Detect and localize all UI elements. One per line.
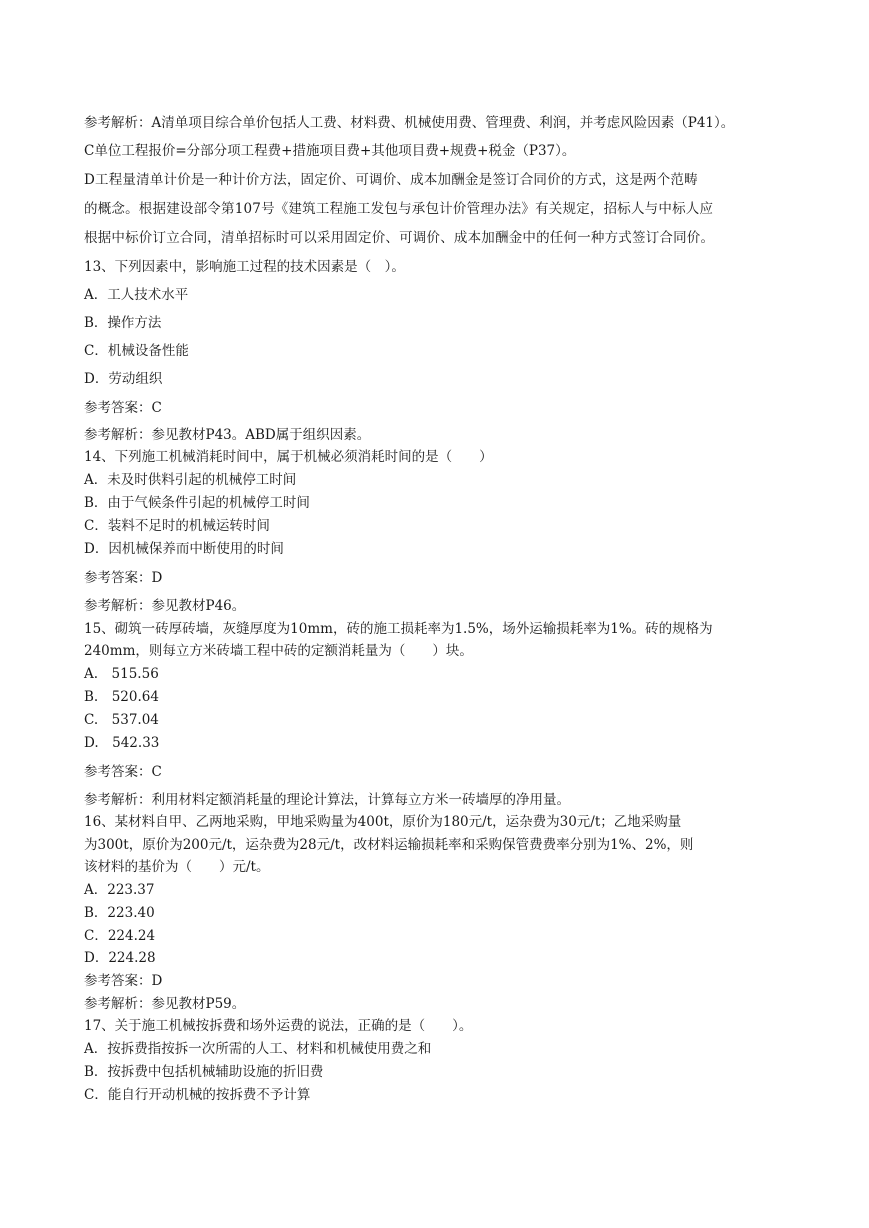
text-line: 参考解析：A清单项目综合单价包括人工费、材料费、机械使用费、管理费、利润，并考虑风险因素（P41）。 xyxy=(84,115,735,131)
option-a: A．按拆费指按拆一次所需的人工、材料和机械使用费之和 xyxy=(84,1041,432,1057)
option-c: C．224.24 xyxy=(84,928,156,944)
text-line: 的概念。根据建设部令第107号《建筑工程施工发包与承包计价管理办法》有关规定，招标人与中标人应 xyxy=(84,201,714,217)
question-16: 16、某材料自甲、乙两地采购，甲地采购量为400t，原价为180元/t，运杂费为30元/t；乙地采购量 xyxy=(84,814,682,830)
option-d: D．劳动组织 xyxy=(84,371,163,387)
question-16-cont: 该材料的基价为（ ）元/t。 xyxy=(84,859,270,875)
question-15: 15、砌筑一砖厚砖墙，灰缝厚度为10mm，砖的施工损耗率为1.5%，场外运输损耗率为1%。砖的规格为 xyxy=(84,621,713,637)
option-b: B．操作方法 xyxy=(84,315,162,331)
question-14: 14、下列施工机械消耗时间中，属于机械必须消耗时间的是（ ） xyxy=(84,449,493,465)
question-16-cont: 为300t，原价为200元/t，运杂费为28元/t，改材料运输损耗率和采购保管费费率分别为1%、2%，则 xyxy=(84,837,694,853)
analysis-14: 参考解析：参见教材P46。 xyxy=(84,598,246,614)
option-a: A．223.37 xyxy=(84,882,155,898)
option-a: A．工人技术水平 xyxy=(84,287,189,303)
option-b: B．按拆费中包括机械辅助设施的折旧费 xyxy=(84,1064,324,1080)
option-b: B. 520.64 xyxy=(84,689,159,705)
option-a: A．未及时供料引起的机械停工时间 xyxy=(84,472,297,488)
option-a: A. 515.56 xyxy=(84,666,159,682)
answer-13: 参考答案：C xyxy=(84,400,162,416)
text-line: D工程量清单计价是一种计价方法，固定价、可调价、成本加酬金是签订合同价的方式，这是两个范畴 xyxy=(84,172,698,188)
option-c: C．机械设备性能 xyxy=(84,343,189,359)
option-c: C．能自行开动机械的按拆费不予计算 xyxy=(84,1087,311,1103)
text-line: C单位工程报价=分部分项工程费+措施项目费+其他项目费+规费+税金（P37）。 xyxy=(84,143,576,159)
option-b: B．223.40 xyxy=(84,905,155,921)
option-d: D．因机械保养而中断使用的时间 xyxy=(84,541,284,557)
answer-15: 参考答案：C xyxy=(84,764,162,780)
question-15-cont: 240mm，则每立方米砖墙工程中砖的定额消耗量为（ ）块。 xyxy=(84,643,473,659)
analysis-16: 参考解析：参见教材P59。 xyxy=(84,996,246,1012)
option-b: B．由于气候条件引起的机械停工时间 xyxy=(84,495,310,511)
answer-14: 参考答案：D xyxy=(84,570,163,586)
question-17: 17、关于施工机械按拆费和场外运费的说法，正确的是（ ）。 xyxy=(84,1018,473,1034)
analysis-13: 参考解析：参见教材P43。ABD属于组织因素。 xyxy=(84,427,371,443)
question-13: 13、下列因素中，影响施工过程的技术因素是（ ）。 xyxy=(84,259,405,275)
option-d: D. 542.33 xyxy=(84,735,160,751)
option-d: D．224.28 xyxy=(84,950,156,966)
answer-16: 参考答案：D xyxy=(84,973,163,989)
option-c: C．装料不足时的机械运转时间 xyxy=(84,518,270,534)
analysis-15: 参考解析：利用材料定额消耗量的理论计算法，计算每立方米一砖墙厚的净用量。 xyxy=(84,792,570,808)
option-c: C. 537.04 xyxy=(84,712,159,728)
text-line: 根据中标价订立合同，清单招标时可以采用固定价、可调价、成本加酬金中的任何一种方式签订合同价。 xyxy=(84,230,715,246)
